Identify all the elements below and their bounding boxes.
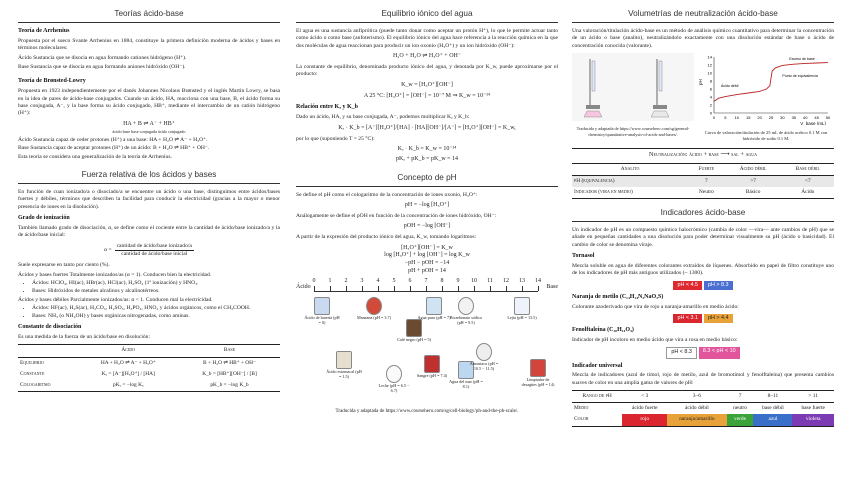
table-row <box>572 403 834 415</box>
table-cell: Medio <box>574 405 589 412</box>
ph-scale-acid-label: Ácido <box>296 284 311 291</box>
relacion-equation: Kₐ · K_b = [A⁻][H₃O⁺]/[HA] · [HA][OH⁻]/[A⁻] = [H₃O⁺][OH⁻] = K_w, <box>338 124 516 131</box>
tornasol-acid-swatch: pH < 4.5 <box>673 281 702 290</box>
table-header: Fuerte <box>688 163 724 175</box>
curve-y-tick: 4 <box>709 94 712 100</box>
table-header <box>18 345 78 357</box>
ph-item-icon <box>514 297 530 315</box>
ph-item-label: Leche (pH = 6.5 − 6.7) <box>378 383 410 394</box>
ph-item <box>448 297 484 326</box>
color-cell-orange: naranja/amarillo <box>667 414 726 426</box>
titration-apparatus-figure <box>572 53 694 144</box>
ph-scale-number: 11 <box>487 278 493 285</box>
universal-table <box>572 390 834 426</box>
table-cell: ácido fuerte <box>631 405 658 412</box>
table-row <box>572 175 834 187</box>
table-cell: Color <box>572 414 622 426</box>
table-header: Rango de pH <box>572 391 622 403</box>
ph-item-label: Manzana (pH = 3.7) <box>357 315 391 321</box>
ph-scale-number: 5 <box>392 278 396 285</box>
grado-denominator: cantidad de ácido/base inicial <box>121 251 188 258</box>
ph-scale-tick <box>538 286 539 291</box>
metilo-title: Naranja de metilo (C₁₄H₁₄N₃NaO₃S) <box>572 293 664 300</box>
bronsted-acid-def: Ácido Sustancia capaz de ceder protones (H⁺) a una base: HA + H₂O ⇌ A⁻ + H₃O⁺. <box>18 137 208 144</box>
curve-x-tick: 20 <box>757 114 762 120</box>
grado-fraction <box>115 243 194 259</box>
table-cell: Kₐ = [A⁻][H₃O⁺] / [HA] <box>101 370 155 377</box>
ph-item-label: Ácido estomacal (pH = 1.5) <box>326 369 362 380</box>
curve-x-tick: 15 <box>745 114 751 120</box>
relacion-equation-3: pKₐ + pK_b = pK_w = 14 <box>395 155 459 162</box>
table-cell: Constante <box>20 370 45 377</box>
prod-eq-1: [H₃O⁺][OH⁻] = K_w <box>401 244 453 251</box>
table-row <box>18 380 280 392</box>
table-cell: neutro <box>733 405 747 412</box>
table-cell: <7 <box>782 175 834 187</box>
table-row <box>18 369 280 380</box>
constantes-table <box>18 344 280 392</box>
section-title-ph: Concepto de pH <box>296 172 558 187</box>
table-header: Analito <box>572 163 688 175</box>
fenol-acid-swatch: pH < 8.3 <box>666 347 697 358</box>
table-header: < 3 <box>622 391 667 403</box>
table-header: Ácido <box>78 345 179 357</box>
ph-item-label: Sangre (pH = 7.4) <box>416 373 448 379</box>
curve-y-tick: 6 <box>709 86 712 92</box>
curve-x-tick: 50 <box>825 114 831 120</box>
kw-value: A 25 °C: [H₃O⁺] = [OH⁻] = 10⁻⁷ M ⇒ K_w = 10⁻¹⁴ <box>363 92 491 99</box>
table-header: Ácido débil <box>725 163 782 175</box>
grado-numerator: cantidad de ácido/base ionizado/a <box>115 243 194 251</box>
table-cell: ácido débil <box>684 405 709 412</box>
universal-paragraph: Mezcla de indicadores (azul de timol, rojo de metilo, azul de bromotimol y fenolftaleína) que presenta cambios suaves de color en una amplia gama de valores de pH: <box>572 372 834 386</box>
table-cell: HA + H₂O ⇌ A⁻ + H₃O⁺ <box>100 359 156 366</box>
ph-item <box>416 297 452 321</box>
poh-paragraph: Análogamente se define el pOH en función de la concentración de iones hidróxido, OH⁻: <box>296 212 497 219</box>
bronsted-title: Teoría de Brønsted-Lowry <box>18 78 86 85</box>
volumetria-paragraph: Una valoración/titulación ácido-base es un método de análisis químico cuantitativo para determinar la concentración de un ácido o base (analito), neutralizándolo exactamente con una disolución estándar de base o ácido de concentración conocida (valorante). <box>572 27 834 49</box>
ph-item <box>326 351 362 380</box>
ph-scale-number: 10 <box>471 278 477 285</box>
ph-item <box>414 355 450 379</box>
ph-item-label: Agua pura (pH = 7) <box>417 315 451 321</box>
table-header: 8–11 <box>753 391 792 403</box>
table-cell: base fuerte <box>801 405 825 412</box>
ph-scale-number: 6 <box>408 278 412 285</box>
tornasol-paragraph: Mezcla soluble en agua de diferentes colorantes extraídos de líquenes. Absorbido en papel de filtro constituye uno de los indicadores de pH más antiguos utilizados (~ 1300). <box>572 262 834 277</box>
table-cell: pK_b = −log K_b <box>179 380 280 392</box>
kw-equation: K_w = [H₃O⁺][OH⁻] <box>401 81 453 88</box>
fenol-title: Fenolftaleína (C₂₀H₁₄O₄) <box>572 327 634 334</box>
metilo-paragraph: Colorante azoderivado que vira de rojo a naranja-amarillo en medio ácido: <box>572 303 739 310</box>
ph-item-label: Agua del mar (pH = 8.1) <box>449 379 483 390</box>
table-cell: Cologaritmo <box>18 380 78 392</box>
curve-y-tick: 0 <box>709 110 712 116</box>
ph-item-icon <box>336 351 352 369</box>
ph-item <box>504 297 540 321</box>
table-cell: pKₐ = −log Kₐ <box>78 380 179 392</box>
metilo-base-swatch: pH > 4.4 <box>704 314 733 323</box>
ph-scale-number: 9 <box>456 278 460 285</box>
table-cell: Básico <box>725 187 782 199</box>
ph-scale-numbers <box>312 278 541 293</box>
tornasol-colors <box>572 281 834 290</box>
curve-x-tick: 0 <box>712 114 716 120</box>
universal-title: Indicador universal <box>572 362 623 369</box>
constante-paragraph: Es una medida de la fuerza de un ácido/base en disolución: <box>18 334 151 341</box>
neutralizacion-equation: Neutralización: ácido + base ⟶ sal + agua <box>572 148 834 159</box>
ph-scale-number: 13 <box>519 278 525 285</box>
ph-item-icon <box>426 297 442 315</box>
relacion-paragraph: Dado un ácido, HA, y su base conjugada, A⁻, podemos multiplicar Kₐ y K_b: <box>296 114 470 121</box>
curve-label-excess: Exceso de base <box>789 56 815 61</box>
ph-item <box>396 319 432 343</box>
color-cell-red: rojo <box>622 414 667 426</box>
debiles-def: Ácidos y bases débiles Parcialmente ionizados/as: α < 1. Conducen mal la electricidad. <box>18 297 213 304</box>
table-header: 3–6 <box>667 391 726 403</box>
table-cell: >7 <box>725 175 782 187</box>
table-header: Base <box>179 345 280 357</box>
curve-x-tick: 30 <box>780 114 785 120</box>
titration-curve-chart <box>698 53 834 125</box>
table-cell: pH (equivalencia) <box>572 175 688 187</box>
table-header: > 11 <box>792 391 834 403</box>
ph-scale-number: 14 <box>535 278 541 285</box>
curve-y-tick: 10 <box>707 70 712 76</box>
bronsted-eq-labels: ácido base base conjugada ácido conjugado <box>112 128 186 134</box>
ph-scale-number: 2 <box>344 278 348 285</box>
ph-item-icon <box>476 343 492 361</box>
color-cell-blue: azul <box>753 414 792 426</box>
relacion-note: por lo que (suponiendo T = 25 °C): <box>296 135 375 142</box>
table-header: 7 <box>727 391 754 403</box>
fuertes-list <box>32 280 280 295</box>
ph-item-label: Ácido de batería (pH = 0) <box>304 315 340 326</box>
ph-items-grid <box>296 295 558 407</box>
ph-item <box>466 343 502 372</box>
poh-equation: pOH = −log [OH⁻] <box>403 223 451 230</box>
section-title-volumetrias: Volumetrías de neutralización ácido-base <box>572 8 834 23</box>
ph-equation: pH = −log [H₃O⁺] <box>404 202 450 208</box>
ph-item-label: Limpiador de desagües (pH = 14) <box>521 377 555 388</box>
column-3 <box>572 0 834 503</box>
color-cell-violet: violeta <box>792 414 834 426</box>
curve-y-tick: 12 <box>707 62 712 68</box>
ph-paragraph: Se define el pH como el cologaritmo de la concentración de iones oxonio, H₃O⁺: <box>296 191 478 198</box>
ph-item-label: Café negro (pH = 5) <box>397 337 431 343</box>
grado-percent-note: Suele expresarse en tanto por ciento (%). <box>18 261 110 268</box>
grado-title: Grado de ionización <box>18 215 70 222</box>
ph-scale-base-label: Base <box>546 284 558 291</box>
ph-scale <box>296 278 558 293</box>
table-cell: Equilibrio <box>20 359 44 366</box>
arrhenius-title: Teoría de Arrhenius <box>18 27 70 34</box>
curve-y-label: pH <box>698 79 703 85</box>
ph-scale-number: 12 <box>503 278 509 285</box>
agua-equation: H₂O + H₂O ⇌ H₃O⁺ + OH⁻ <box>392 52 462 59</box>
debiles-list <box>32 305 280 320</box>
arrhenius-base-def: Base Sustancia que se disocia en agua formando aniones hidróxido (OH⁻). <box>18 63 186 70</box>
table-cell: K_b = [HB⁺][OH⁻] / [B] <box>202 370 257 377</box>
tornasol-base-swatch: pH > 8.3 <box>704 281 733 290</box>
section-title-teorias: Teorías ácido-base <box>18 8 280 23</box>
neutralizacion-table <box>572 163 834 199</box>
curve-x-label: V_base (mL) <box>800 120 826 125</box>
fuerza-paragraph: En función de cuan ionizado/a o disociado/a se encuentre un ácido o una base, distinguimos entre ácidos/bases fuertes y débiles, términos que describen la facilidad para conducir la electricidad (gracias a la mayor o menor presencia de iones en la disolución). <box>18 189 280 210</box>
ph-item-icon <box>530 359 546 377</box>
curve-x-tick: 40 <box>802 114 808 120</box>
grado-paragraph: También llamado grado de disociación, α, se define como el cociente entre la cantidad de ácido/base ionizado/a y la de ácido/base inicial: <box>18 225 280 239</box>
metilo-colors <box>572 314 834 323</box>
curve-x-tick: 10 <box>734 114 740 120</box>
curve-label-equivalence: Punto de equivalencia <box>782 73 818 78</box>
curve-x-tick: 45 <box>814 114 819 120</box>
relacion-title: Relación entre Kₐ y K_b <box>296 104 358 111</box>
table-cell: Neutro <box>688 187 724 199</box>
ph-item-icon <box>406 319 422 337</box>
ph-item <box>356 297 392 321</box>
ph-scale-number: 0 <box>312 278 316 285</box>
relacion-equation-2: Kₐ · K_b = K_w = 10⁻¹⁴ <box>397 145 457 152</box>
fenol-paragraph: Indicador de pH incoloro en medio ácido que vira a rosa en medio básico: <box>572 337 738 344</box>
ph-item-icon <box>366 297 382 315</box>
grado-equation <box>18 243 280 259</box>
table-cell: Indicador (vira en medio) <box>572 187 688 199</box>
curve-credit: Curva de valoración/titulación de 25 mL de ácido acético 0.1 M con hidróxido de sodio 0.1 M. <box>704 130 828 142</box>
ph-item-label: Bicarbonato sódico (pH = 9.5) <box>449 315 483 326</box>
fuertes-def: Ácidos y bases fuertes Totalmente ionizados/as (α = 1). Conducen bien la electricidad. <box>18 271 212 278</box>
fenol-base-swatch: 8.3 < pH < 10 <box>699 347 740 358</box>
fuertes-bases: • Bases: Hidróxidos de metales alcalinos y alcalinotérreos. <box>32 288 280 295</box>
column-1 <box>18 0 280 503</box>
prod-eq-4: pH + pOH = 14 <box>408 268 446 275</box>
section-title-fuerza: Fuerza relativa de los ácidos y bases <box>18 169 280 184</box>
curve-x-tick: 35 <box>791 114 797 120</box>
ph-scale-number: 8 <box>440 278 444 285</box>
kw-paragraph: La constante de equilibrio, denominada producto iónico del agua, y denotada por K_w, puede aproximarse por el producto: <box>296 63 558 78</box>
ph-item-icon <box>314 297 330 315</box>
table-row <box>572 187 834 199</box>
bronsted-note: Esta teoría se considera una generalización de la teoría de Arrhenius. <box>18 153 172 160</box>
agua-paragraph: El agua es una sustancia anfiprótica (puede tanto donar como aceptar un protón H⁺), lo que le permite actuar tanto como ácido o como base (anfoterismo). El equilibrio iónico del agua hace referencia a la reacción química en la que dos moléculas de agua reaccionan para producir un ion oxonio (H₃O⁺) y un ion hidróxido (OH⁻): <box>296 27 558 49</box>
ph-scale-number: 4 <box>376 278 380 285</box>
fenol-colors <box>572 347 834 358</box>
arrhenius-paragraph: Propuesta por el sueco Svante Arrhenius en 1884, constituye la primera definición moderna de ácidos y bases en términos moleculares: <box>18 37 280 52</box>
ph-item-icon <box>386 365 402 383</box>
bronsted-base-def: Base Sustancia capaz de aceptar protones (H⁺) de un ácido: B + H₂O ⇌ HB⁺ + OH⁻. <box>18 145 210 152</box>
indicadores-paragraph: Un indicador de pH es un compuesto químico halocrómico (cambia de color —vira— ante cambios de pH) que se añade en pequeñas cantidades a una disolución para poder determinar visualmente su pH (ácido o basicidad). El cambio de color se denomina viraje. <box>572 226 834 248</box>
ph-item-label: Amoniaco (pH = 10.5 − 11.5) <box>469 361 499 372</box>
section-title-indicadores: Indicadores ácido-base <box>572 207 834 222</box>
debiles-bases: • Bases: NH₃ (o NH₄OH) y bases orgánicas nitrogenadas, como aminas. <box>32 313 280 320</box>
curve-x-tick: 5 <box>724 114 727 120</box>
ph-item-icon <box>458 297 474 315</box>
arrhenius-acid-def: Ácido Sustancia que se disocia en agua formando cationes hidrógeno (H⁺). <box>18 55 187 62</box>
ph-scale-line <box>314 291 538 292</box>
ph-item-icon <box>424 355 440 373</box>
table-cell: Ácido <box>782 187 834 199</box>
bronsted-paragraph: Propuesta en 1923 independientemente por el danés Johannes Nicolaus Brønsted y el inglés Martin Lowry, se basa en la idea de pares de ácido-base conjugados. Cuando un ácido, HA, reacciona con una base, B, el ácido forma su base conjugada, A⁻, y la base forma su ácido conjugado, HB⁺, mediante el intercambio de un catión hidrógeno (H⁺): <box>18 88 280 117</box>
table-cell: 7 <box>688 175 724 187</box>
fuertes-acids: • Ácidos: HClO₄, HI(ac), HBr(ac), HCl(ac), H₂SO₄ (1ª ionización) y HNO₃. <box>32 280 280 287</box>
ph-scale-number: 7 <box>424 278 428 285</box>
titration-curve-figure <box>698 53 834 144</box>
metilo-acid-swatch: pH < 3.1 <box>673 314 702 323</box>
table-row <box>572 414 834 426</box>
grado-eq-lhs: α = <box>104 247 112 254</box>
ph-item <box>520 359 556 388</box>
curve-label-weak-acid: Ácido débil <box>720 83 739 88</box>
apparatus-credit: Traducida y adaptada de https://www.coursehero.com/sg/general-chemistry/quantitative-analysis-of-acids-and-bases/. <box>576 126 690 137</box>
prod-eq-2: log [H₃O⁺] + log [OH⁻] = log K_w <box>384 252 470 259</box>
ph-item <box>376 365 412 394</box>
table-cell: base débil <box>762 405 784 412</box>
tornasol-title: Tornasol <box>572 252 595 259</box>
column-2 <box>296 0 558 503</box>
ph-scale-number: 3 <box>360 278 364 285</box>
debiles-acids: • Ácidos: HF(ac), H₂S(ac), H₂CO₃, H₂SO₃, H₃PO₄, HNO₂ y ácidos orgánicos, como el CH₃COOH. <box>32 305 280 312</box>
titration-apparatus-diagram <box>572 53 694 121</box>
prod-eq-3: −pH − pOH = −14 <box>404 260 450 267</box>
constante-title: Constante de disociación <box>18 324 82 331</box>
curve-y-tick: 14 <box>707 54 712 60</box>
section-title-equilibrio: Equilibrio iónico del agua <box>296 8 558 23</box>
bronsted-equation: HA + B ⇌ A⁻ + HB⁺ <box>123 120 175 127</box>
titration-figures <box>572 53 834 144</box>
ph-item <box>304 297 340 326</box>
color-cell-green: verde <box>727 414 754 426</box>
ph-credit: Traducida y adaptada de https://www.coursehero.com/sg/cell-biology/ph-and-the-ph-scale/. <box>335 409 519 415</box>
titration-curve-line <box>714 63 828 102</box>
table-row <box>18 357 280 369</box>
producto-paragraph: A partir de la expresión del producto iónico del agua, K_w, tomando logaritmos: <box>296 234 477 241</box>
curve-y-tick: 8 <box>709 78 712 84</box>
table-header: Base débil <box>782 163 834 175</box>
ph-scale-number: 1 <box>328 278 332 285</box>
curve-y-tick: 2 <box>709 102 712 108</box>
ph-item-label: Lejía (pH = 13.5) <box>507 315 537 321</box>
table-cell: B + H₂O ⇌ HB⁺ + OH⁻ <box>203 359 256 366</box>
curve-x-tick: 25 <box>768 114 774 120</box>
